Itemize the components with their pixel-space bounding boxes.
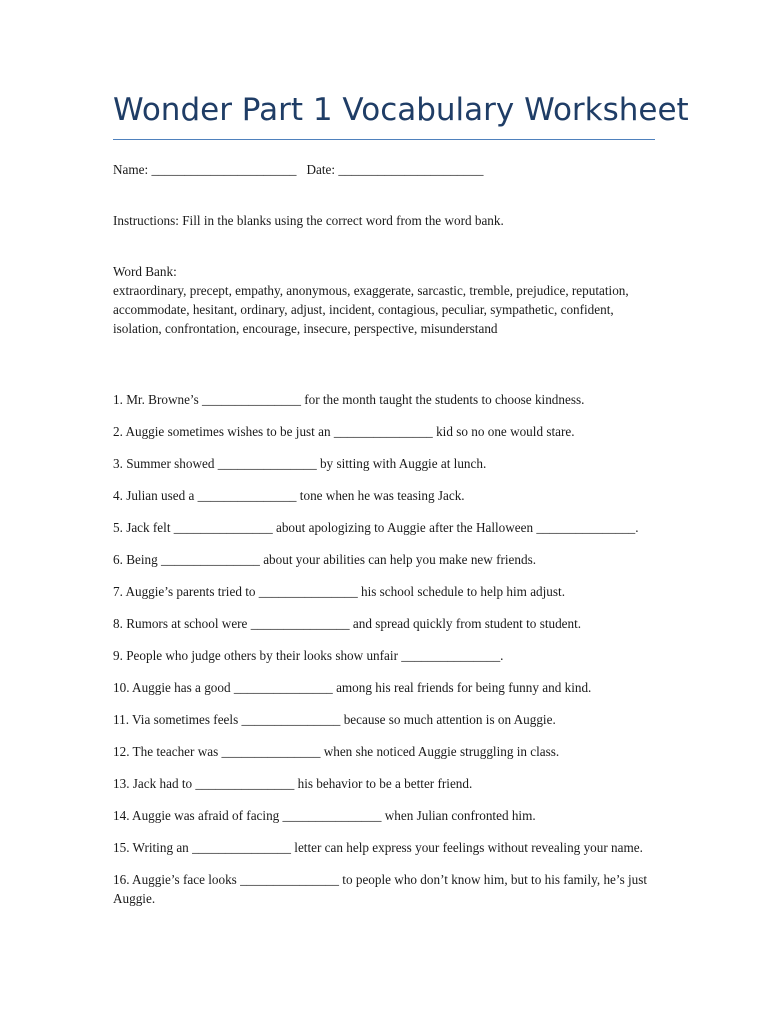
question-item: 4. Julian used a _______________ tone when he was teasing Jack. — [113, 488, 465, 503]
question-item: 6. Being _______________ about your abilities can help you make new friends. — [113, 552, 537, 567]
word-bank-words: extraordinary, precept, empathy, anonymous, exaggerate, sarcastic, tremble, prejudice, reputation, accommodate, hesitant, ordinary, adjust, incident, contagious, peculiar, sympathetic, confident, isolation, confrontation, encourage, insecure, perspective, misunderstand — [113, 283, 629, 336]
question-item: 9. People who judge others by their looks show unfair _______________. — [113, 648, 504, 663]
question-item: 12. The teacher was _______________ when she noticed Auggie struggling in class. — [113, 744, 560, 759]
question-item: 14. Auggie was afraid of facing _______________ when Julian confronted him. — [113, 808, 536, 823]
worksheet-title: Wonder Part 1 Vocabulary Worksheet — [113, 92, 689, 128]
question-item: 11. Via sometimes feels _______________ because so much attention is on Auggie. — [113, 712, 556, 727]
question-item: 16. Auggie’s face looks _______________ to people who don’t know him, but to his family, he’s just Auggie. — [113, 872, 648, 906]
word-bank — [113, 262, 658, 338]
question-item: 1. Mr. Browne’s _______________ for the month taught the students to choose kindness. — [113, 392, 585, 407]
question-item: 8. Rumors at school were _______________ and spread quickly from student to student. — [113, 616, 582, 631]
title-underline-rule — [113, 139, 655, 140]
date-field: Date: ______________________ — [306, 162, 484, 177]
question-list — [113, 390, 658, 921]
question-item: 10. Auggie has a good _______________ among his real friends for being funny and kind. — [113, 680, 592, 695]
instructions-text: Instructions: Fill in the blanks using the correct word from the word bank. — [113, 213, 504, 228]
question-item: 5. Jack felt _______________ about apologizing to Auggie after the Halloween _______________. — [113, 520, 639, 535]
name-field: Name: ______________________ — [113, 162, 297, 177]
question-item: 13. Jack had to _______________ his behavior to be a better friend. — [113, 776, 473, 791]
question-item: 15. Writing an _______________ letter can help express your feelings without revealing your name. — [113, 840, 643, 855]
question-item: 2. Auggie sometimes wishes to be just an _______________ kid so no one would stare. — [113, 424, 575, 439]
question-item: 3. Summer showed _______________ by sitting with Auggie at lunch. — [113, 456, 487, 471]
name-date-line — [113, 160, 658, 179]
question-item: 7. Auggie’s parents tried to _______________ his school schedule to help him adjust. — [113, 584, 565, 599]
word-bank-label: Word Bank: — [113, 264, 177, 279]
